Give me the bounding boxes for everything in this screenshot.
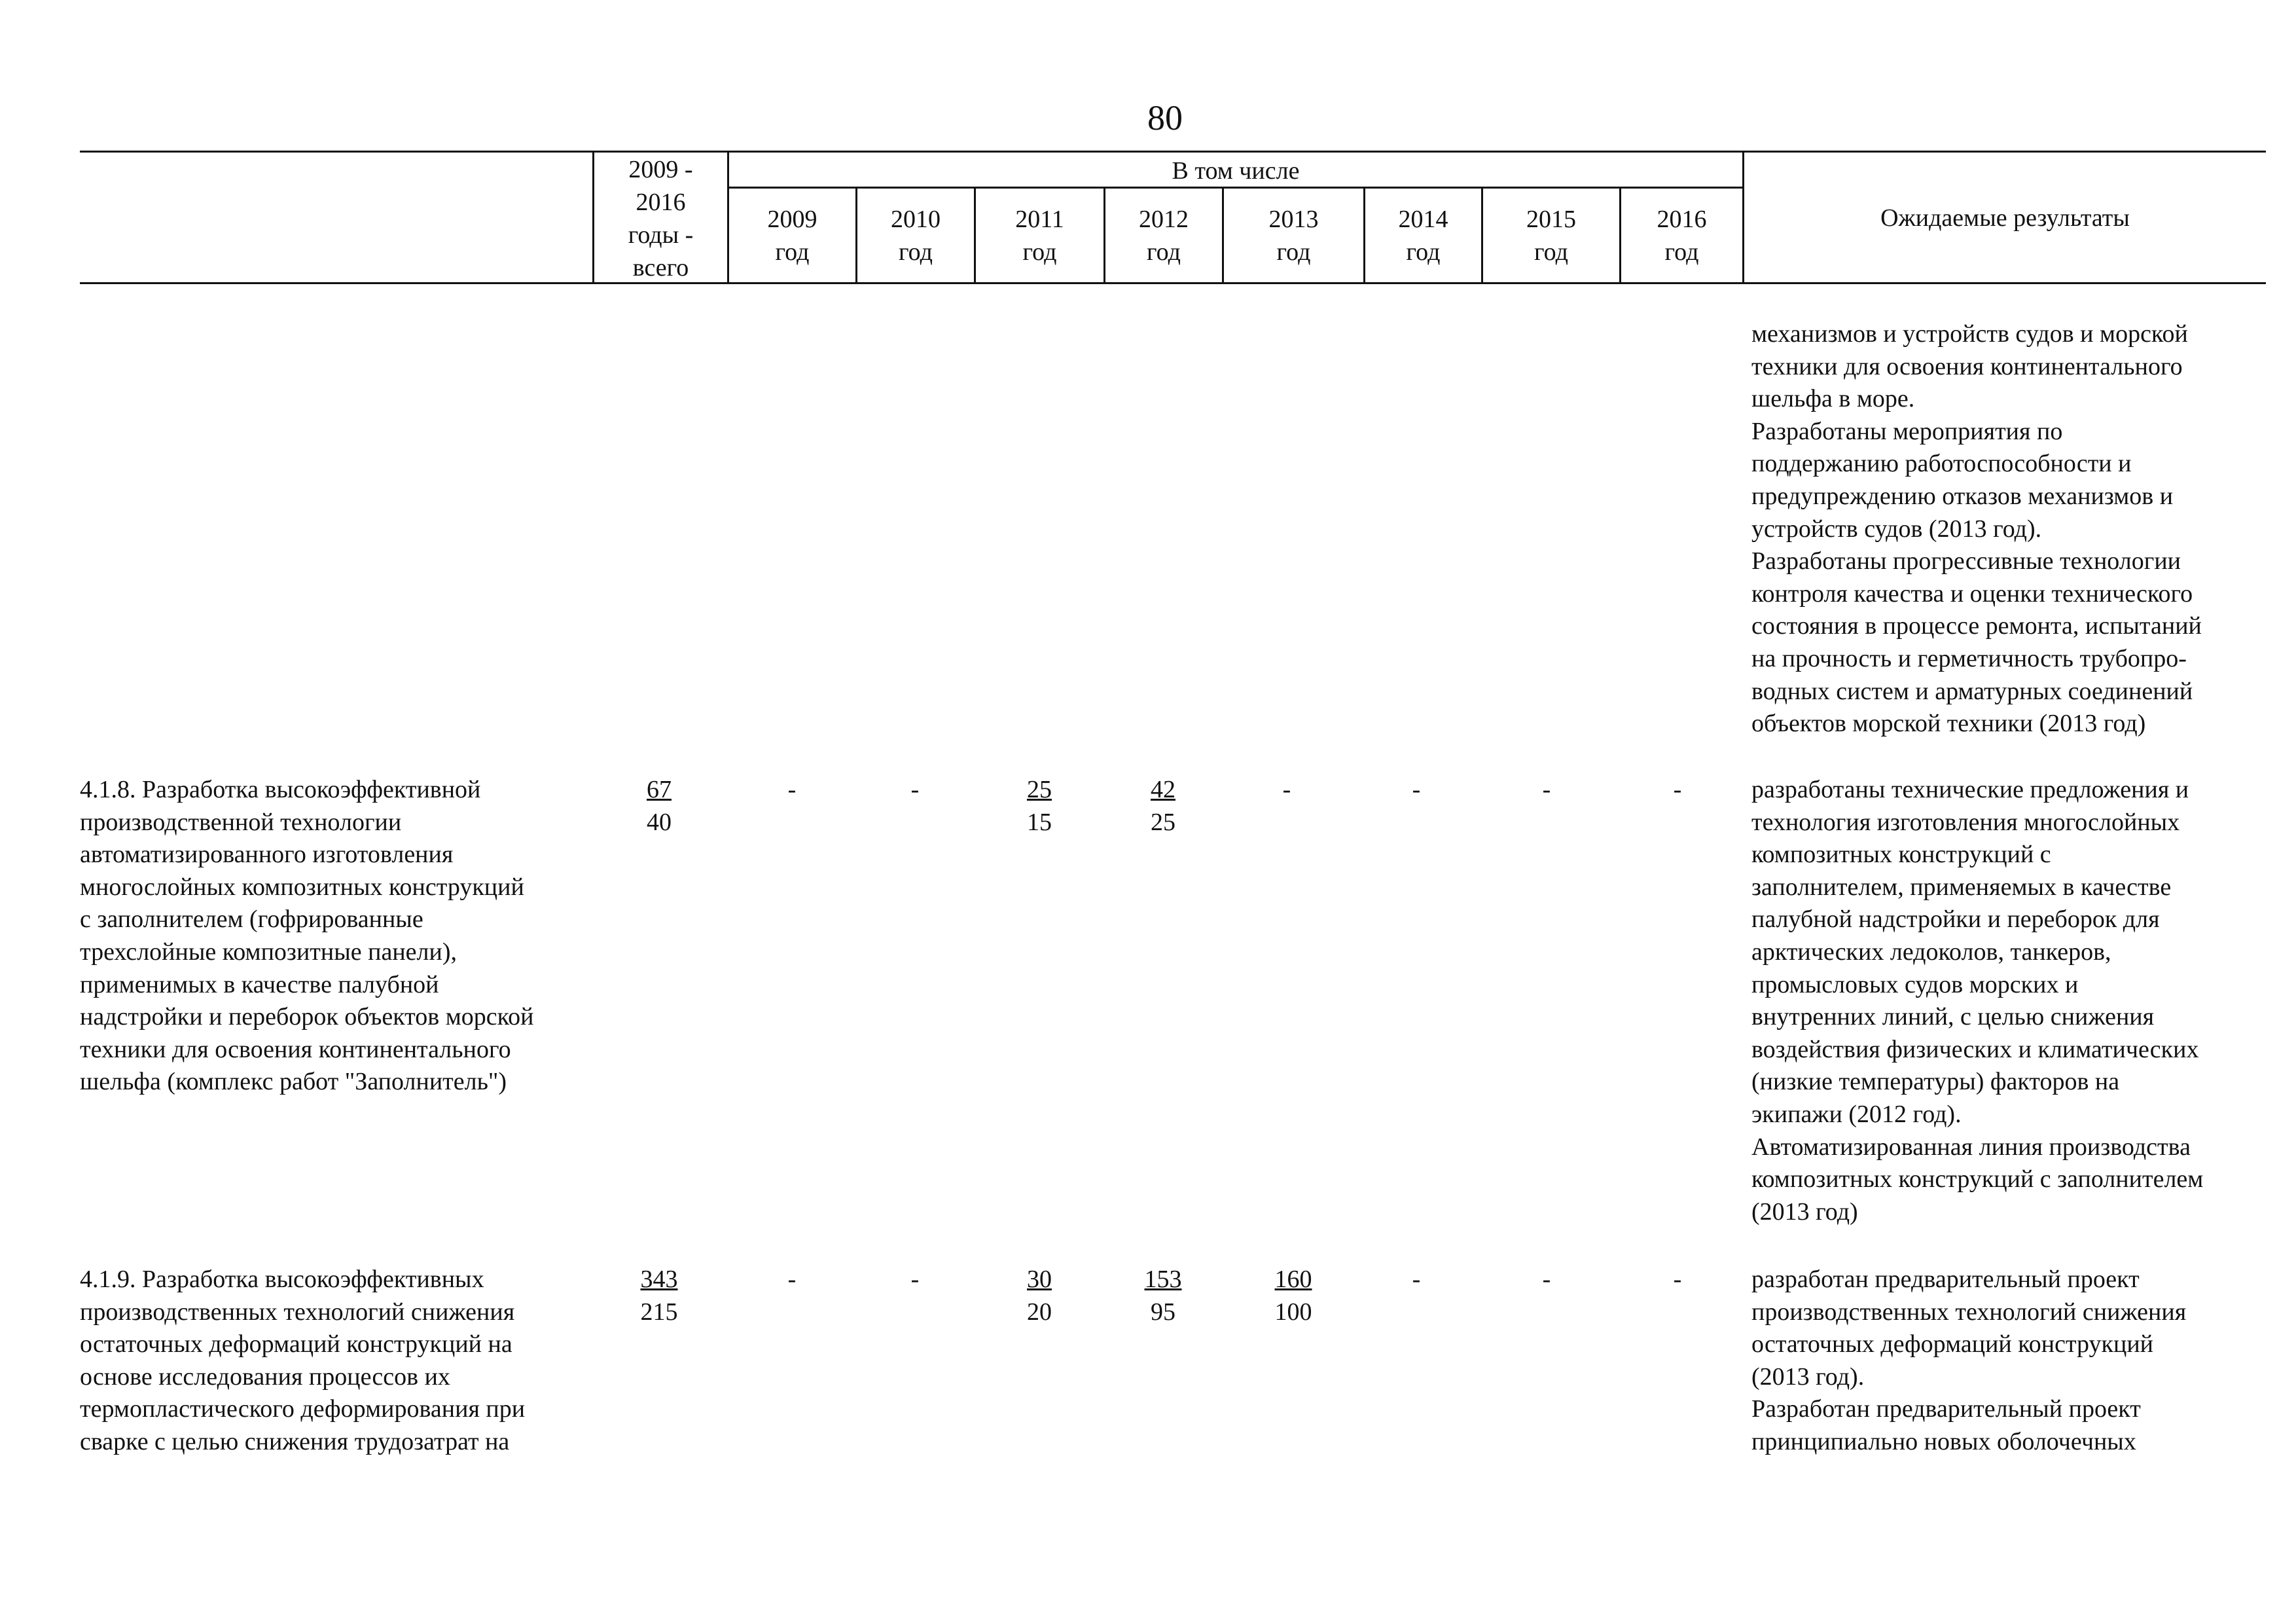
header-group-label: В том числе xyxy=(1172,157,1300,185)
header-year-2012: 2012 год xyxy=(1139,206,1189,266)
row-results-4-1-8: разработаны технические предложения и технология изготовления многослойных композитных конструкций с заполнителем, применяемых в качестве палубной надстройки и переборок для арктических ледоколов, танкеров, промысловых судов морских и внутренних линий, с целью снижения воздействия физических и климатических (низкие температуры) факторов на экипажи (2012 год). Автоматизированная линия производства композитных конструкций с заполнителем (2013 год) xyxy=(1751,776,2204,1226)
header-year-2016: 2016 год xyxy=(1657,206,1707,266)
row-4-1-9-2015: - xyxy=(1542,1266,1551,1293)
row-title-4-1-9: 4.1.9. Разработка высокоэффективных производственных технологий снижения остаточных деформаций конструкций на основе исследования процессов их термопластического деформирования при сварке с целью снижения трудозатрат на xyxy=(80,1266,526,1455)
row-4-1-8-2011-bottom: 15 xyxy=(1027,809,1052,836)
row-4-1-8-2009: - xyxy=(787,776,797,803)
row-4-1-8-2016: - xyxy=(1673,776,1682,803)
row-4-1-8-2015: - xyxy=(1542,776,1551,803)
results-continuation: механизмов и устройств судов и морской техники для освоения континентального шельфа в море. Разработаны мероприятия по поддержанию работоспособности и предупреждению отказов механизмов и устройств судов (2013 год). Разработаны прогрессивные технологии контроля качества и оценки технического состояния в процессе ремонта, испытаний на прочность и герметичность трубопро- водных систем и арматурных соединений объектов морской техники (2013 год) xyxy=(1751,320,2202,738)
row-4-1-8-2012-bottom: 25 xyxy=(1151,809,1175,836)
header-year-2014: 2014 год xyxy=(1398,206,1448,266)
header-year-2009: 2009 год xyxy=(767,206,817,266)
header-top-rule xyxy=(80,151,2266,153)
row-results-4-1-9: разработан предварительный проект производственных технологий снижения остаточных деформаций конструкций (2013 год). Разработан предварительный проект принципиально новых оболочечных xyxy=(1751,1266,2187,1455)
row-4-1-9-total-top: 343 xyxy=(640,1266,678,1293)
row-4-1-9-2013-bottom: 100 xyxy=(1274,1298,1312,1326)
row-4-1-8-total-top: 67 xyxy=(647,776,672,803)
row-4-1-8-2012-top: 42 xyxy=(1151,776,1175,803)
header-bottom-rule xyxy=(80,282,2266,284)
row-4-1-9-2016: - xyxy=(1673,1266,1682,1293)
row-4-1-8-2014: - xyxy=(1412,776,1421,803)
header-year-2011: 2011 год xyxy=(1015,206,1064,266)
row-4-1-9-2013-top: 160 xyxy=(1274,1266,1312,1293)
header-year-2010: 2010 год xyxy=(891,206,941,266)
header-results-label: Ожидаемые результаты xyxy=(1880,204,2130,232)
row-4-1-9-2009: - xyxy=(787,1266,797,1293)
row-4-1-9-total-bottom: 215 xyxy=(640,1298,678,1326)
row-4-1-9-2012-bottom: 95 xyxy=(1151,1298,1175,1326)
row-4-1-9-2011-top: 30 xyxy=(1027,1266,1052,1293)
row-4-1-8-2011-top: 25 xyxy=(1027,776,1052,803)
page-number: 80 xyxy=(1147,98,1183,137)
row-4-1-9-2012-top: 153 xyxy=(1144,1266,1182,1293)
row-4-1-8-2013: - xyxy=(1282,776,1291,803)
row-4-1-8-2010: - xyxy=(910,776,920,803)
row-4-1-9-2010: - xyxy=(910,1266,920,1293)
row-title-4-1-8: 4.1.8. Разработка высокоэффективной производственной технологии автоматизированного изготовления многослойных композитных конструкций с заполнителем (гофрированные трехслойные композитные панели), применимых в качестве палубной надстройки и переборок объектов морской техники для освоения континентального шельфа (комплекс работ "Заполнитель") xyxy=(80,776,534,1096)
header-year-2013: 2013 год xyxy=(1268,206,1319,266)
row-4-1-9-2011-bottom: 20 xyxy=(1027,1298,1052,1326)
header-total-label: 2009 - 2016 годы - всего xyxy=(628,156,694,282)
header-year-2015: 2015 год xyxy=(1526,206,1576,266)
row-4-1-9-2014: - xyxy=(1412,1266,1421,1293)
row-4-1-8-total-bottom: 40 xyxy=(647,809,672,836)
